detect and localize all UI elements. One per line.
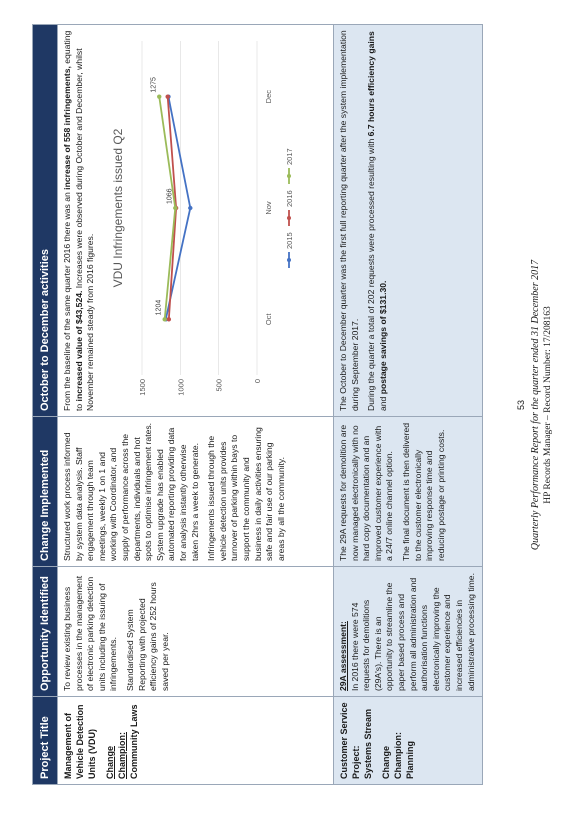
data-label: 1204: [155, 299, 163, 316]
legend-marker-2016: [287, 216, 291, 220]
change-cell: [58, 417, 334, 567]
opportunity-text: Standardised System Reporting with projected efficiency gains of 252 hours saved per year.: [124, 582, 170, 691]
project-stream: Systems Stream: [363, 708, 373, 779]
x-tick-label: Dec: [263, 89, 273, 104]
data-label: 1275: [150, 77, 158, 93]
record-number: HP Records Manager – Record Number: 17/208163: [543, 306, 553, 504]
data-point-2017: [157, 94, 161, 98]
chart-title: VDU Infringements issued Q2: [110, 128, 125, 288]
opportunity-cell: [334, 567, 483, 697]
legend-label: 2015: [284, 232, 294, 249]
header-activities: October to December activities: [33, 25, 58, 417]
performance-table-rotated: [32, 25, 480, 785]
y-tick-label: 0: [252, 379, 262, 384]
data-label: 1066: [166, 188, 174, 204]
champion-label: Change Champion:: [105, 732, 127, 779]
report-title: Quarterly Performance Report for the quarter ended 31 December 2017: [530, 259, 541, 551]
opportunity-cell: [58, 567, 334, 697]
page-footer: [516, 25, 566, 785]
legend-marker-2017: [287, 174, 291, 178]
project-title: Management of Vehicle Detection Units (VDU): [63, 704, 97, 779]
activities-text: From the baseline of the same quarter 2016 there was an increase of 558 infringements, equating to increased value of $43,524. Increases were observed during October and December, whilst November remained steady from 2016 figures.: [62, 30, 96, 411]
change-text: Structured work process informed by system data analysis. Staff engagement through team meetings, weekly 1 on 1 and working with Coordinator, and supply of performance across the departments, individuals and hot spots to optimise infringement rates. System upgrade has enabled automated reporting providing data for analysis instantly otherwise taken 2hrs a week to generate.: [62, 422, 200, 561]
opportunity-text: To review existing business processes in the management of electronic parking detection units including the issuing of infringements.: [62, 575, 119, 691]
header-project-title: Project Title: [33, 697, 58, 785]
y-tick-label: 1000: [176, 379, 186, 396]
data-point-2016: [166, 317, 170, 321]
y-tick-label: 1500: [137, 379, 147, 396]
activities-text: The October to December quarter was the first full reporting quarter after the system implementation during September 2017.: [338, 30, 360, 411]
legend-label: 2016: [284, 190, 294, 207]
header-opportunity: Opportunity Identified: [33, 567, 58, 697]
champion-name: Planning: [405, 741, 415, 779]
project-title: Customer Service Project:: [339, 702, 361, 779]
legend-label: 2017: [284, 148, 294, 165]
x-tick-label: Oct: [263, 313, 273, 326]
data-point-2017: [162, 317, 166, 321]
table-row: [334, 25, 483, 785]
activities-cell: [334, 25, 483, 417]
champion-label: Change Champion:: [381, 732, 403, 779]
project-table: [32, 24, 483, 785]
legend-marker-2015: [287, 258, 291, 262]
activities-text: During the quarter a total of 202 requests were processed resulting with 6.7 hours efficiency gains and postage savings of $131.30.: [366, 31, 388, 411]
table-row: [58, 25, 334, 785]
table-header-row: [33, 25, 58, 785]
y-tick-label: 500: [214, 379, 224, 392]
project-cell: [58, 697, 334, 785]
change-cell: [334, 417, 483, 567]
champion-name: Community Laws: [129, 704, 139, 779]
data-point-2015: [188, 206, 192, 210]
opportunity-text: In 2016 there were 574 requests for demolitions (29A's). There is an opportunity to streamline the paper based process and perform all administration and authorisation functions electronically improving the customer experience and increased efficiencies in administrative processing time.: [349, 573, 476, 691]
change-text: The 29A requests for demolition are now managed electronically with no hard copy documentation and an improved customer experience with a 24/7 online channel option.: [338, 424, 395, 561]
opportunity-heading: 29A assessment:: [338, 621, 348, 691]
change-text: Infringements issued through the vehicle detection units provides turnover of parking within bays to support the community and business in daily activities ensuring safe and fair use of our parking areas by all the community.: [206, 427, 286, 561]
project-cell: [334, 697, 483, 785]
x-tick-label: Nov: [263, 201, 273, 215]
data-point-2017: [173, 206, 177, 210]
vdu-infringements-chart: [102, 31, 297, 411]
activities-cell: [58, 25, 334, 417]
page-number: 53: [516, 400, 526, 411]
change-text: The final document is then delivered to the customer electronically improving response time and reducing postage or printing costs.: [400, 422, 446, 561]
data-point-2016: [165, 94, 169, 98]
header-change: Change Implemented: [33, 417, 58, 567]
